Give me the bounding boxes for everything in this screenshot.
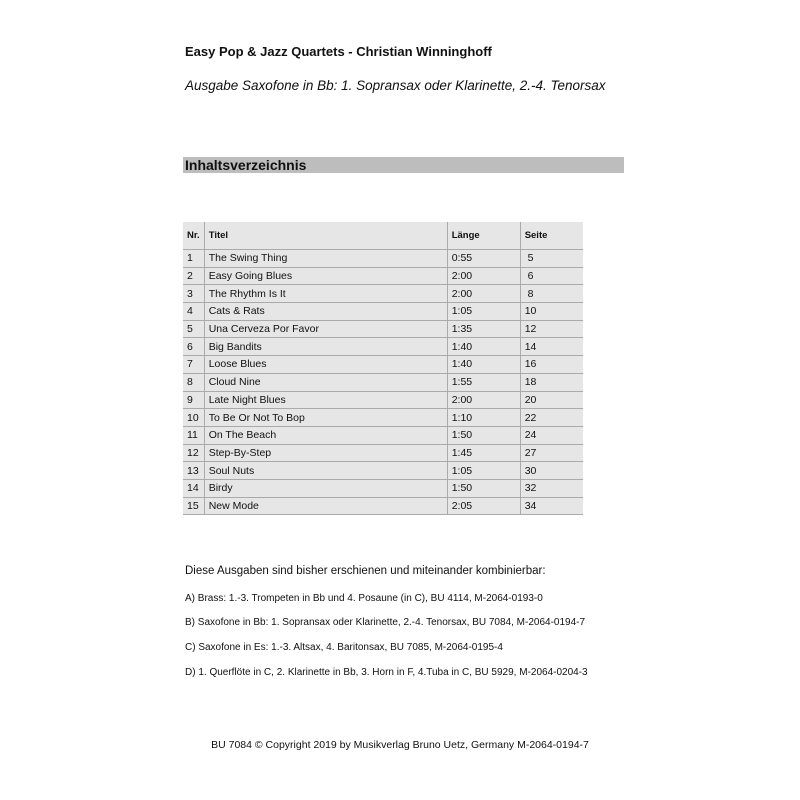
table-row <box>183 462 583 480</box>
cell-title: Loose Blues <box>204 356 447 374</box>
cell-nr: 10 <box>183 409 204 427</box>
cell-title: Step-By-Step <box>204 444 447 462</box>
table-row <box>183 497 583 515</box>
cell-nr: 8 <box>183 373 204 391</box>
cell-length: 1:50 <box>447 426 520 444</box>
table-row <box>183 391 583 409</box>
cell-nr: 7 <box>183 356 204 374</box>
cell-title: Big Bandits <box>204 338 447 356</box>
cell-length: 1:50 <box>447 479 520 497</box>
cell-length: 1:05 <box>447 303 520 321</box>
document-subtitle: Ausgabe Saxofone in Bb: 1. Sopransax oder Klarinette, 2.-4. Tenorsax <box>185 78 606 93</box>
cell-length: 1:45 <box>447 444 520 462</box>
cell-length: 2:00 <box>447 391 520 409</box>
table-row <box>183 250 583 268</box>
table-row <box>183 479 583 497</box>
cell-length: 2:00 <box>447 285 520 303</box>
edition-item: A) Brass: 1.-3. Trompeten in Bb und 4. Posaune (in C), BU 4114, M-2064-0193-0 <box>185 593 543 604</box>
cell-title: Late Night Blues <box>204 391 447 409</box>
cell-title: Easy Going Blues <box>204 267 447 285</box>
col-titel: Titel <box>204 222 447 250</box>
cell-nr: 12 <box>183 444 204 462</box>
table-row <box>183 303 583 321</box>
table-row <box>183 285 583 303</box>
table-row <box>183 373 583 391</box>
cell-nr: 11 <box>183 426 204 444</box>
cell-length: 1:10 <box>447 409 520 427</box>
table-row <box>183 320 583 338</box>
cell-page: 12 <box>520 320 583 338</box>
toc-heading: Inhaltsverzeichnis <box>185 157 307 173</box>
cell-length: 1:55 <box>447 373 520 391</box>
col-nr: Nr. <box>183 222 204 250</box>
cell-page: 6 <box>520 267 583 285</box>
cell-nr: 1 <box>183 250 204 268</box>
cell-page: 5 <box>520 250 583 268</box>
cell-length: 1:40 <box>447 356 520 374</box>
col-seite: Seite <box>520 222 583 250</box>
cell-nr: 9 <box>183 391 204 409</box>
cell-page: 22 <box>520 409 583 427</box>
table-row <box>183 267 583 285</box>
cell-title: The Rhythm Is It <box>204 285 447 303</box>
cell-page: 10 <box>520 303 583 321</box>
cell-title: Birdy <box>204 479 447 497</box>
cell-title: Una Cerveza Por Favor <box>204 320 447 338</box>
cell-page: 30 <box>520 462 583 480</box>
cell-page: 8 <box>520 285 583 303</box>
cell-page: 27 <box>520 444 583 462</box>
cell-nr: 6 <box>183 338 204 356</box>
table-row <box>183 426 583 444</box>
copyright-footer: BU 7084 © Copyright 2019 by Musikverlag Bruno Uetz, Germany M-2064-0194-7 <box>211 739 589 751</box>
cell-length: 1:35 <box>447 320 520 338</box>
cell-page: 24 <box>520 426 583 444</box>
table-row <box>183 409 583 427</box>
cell-nr: 3 <box>183 285 204 303</box>
edition-item: C) Saxofone in Es: 1.-3. Altsax, 4. Baritonsax, BU 7085, M-2064-0195-4 <box>185 642 503 653</box>
cell-title: Cats & Rats <box>204 303 447 321</box>
cell-title: New Mode <box>204 497 447 515</box>
cell-title: Cloud Nine <box>204 373 447 391</box>
edition-item: B) Saxofone in Bb: 1. Sopransax oder Klarinette, 2.-4. Tenorsax, BU 7084, M-2064-0194-7 <box>185 617 586 628</box>
table-row <box>183 356 583 374</box>
cell-title: To Be Or Not To Bop <box>204 409 447 427</box>
cell-length: 0:55 <box>447 250 520 268</box>
table-row <box>183 444 583 462</box>
cell-nr: 2 <box>183 267 204 285</box>
toc-heading-bar <box>183 157 624 173</box>
cell-length: 2:00 <box>447 267 520 285</box>
cell-length: 1:40 <box>447 338 520 356</box>
cell-nr: 14 <box>183 479 204 497</box>
edition-item: D) 1. Querflöte in C, 2. Klarinette in Bb, 3. Horn in F, 4.Tuba in C, BU 5929, M-2064-0204-3 <box>185 667 588 678</box>
toc-table <box>183 222 583 515</box>
cell-nr: 4 <box>183 303 204 321</box>
cell-nr: 15 <box>183 497 204 515</box>
editions-heading: Diese Ausgaben sind bisher erschienen und miteinander kombinierbar: <box>185 565 546 577</box>
table-row <box>183 338 583 356</box>
cell-page: 18 <box>520 373 583 391</box>
cell-page: 14 <box>520 338 583 356</box>
table-header-row <box>183 222 583 250</box>
cell-title: On The Beach <box>204 426 447 444</box>
cell-title: Soul Nuts <box>204 462 447 480</box>
cell-page: 34 <box>520 497 583 515</box>
cell-page: 16 <box>520 356 583 374</box>
cell-length: 2:05 <box>447 497 520 515</box>
col-laenge: Länge <box>447 222 520 250</box>
cell-title: The Swing Thing <box>204 250 447 268</box>
cell-nr: 13 <box>183 462 204 480</box>
cell-length: 1:05 <box>447 462 520 480</box>
document-title: Easy Pop & Jazz Quartets - Christian Winninghoff <box>185 44 492 59</box>
cell-page: 20 <box>520 391 583 409</box>
cell-nr: 5 <box>183 320 204 338</box>
cell-page: 32 <box>520 479 583 497</box>
